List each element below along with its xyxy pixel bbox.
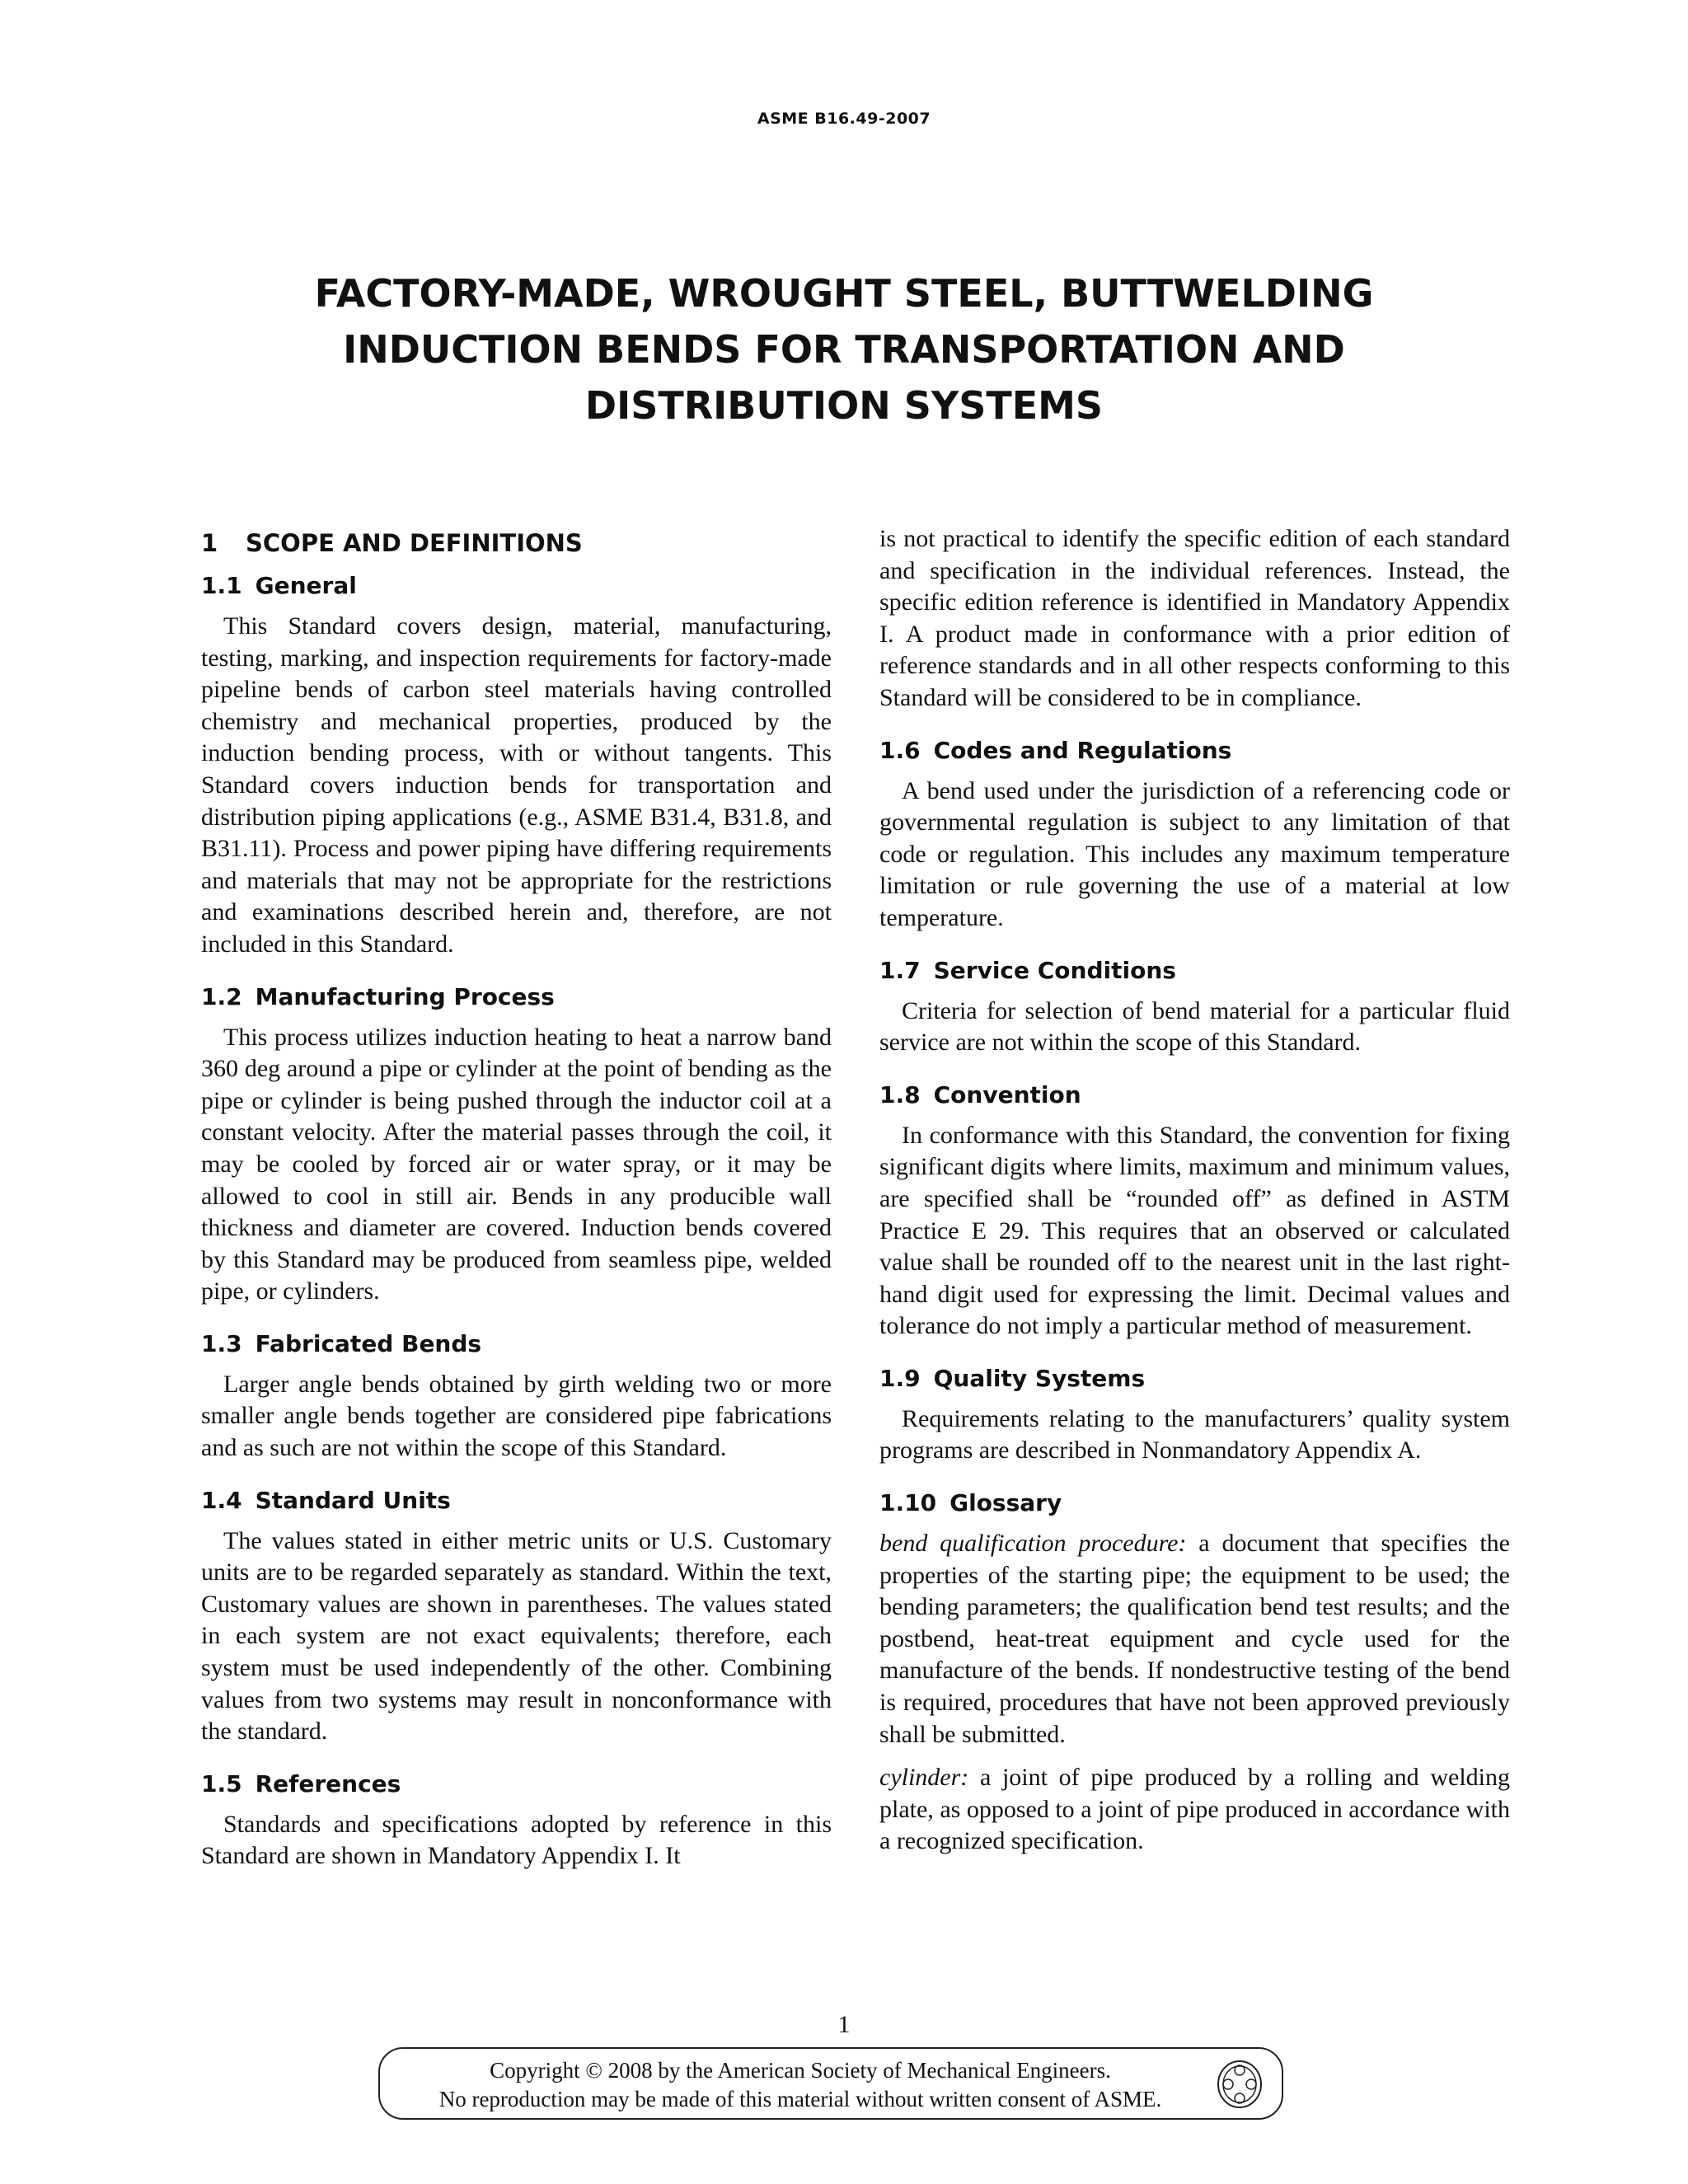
copyright-notice — [378, 2047, 1283, 2120]
subsection-heading-standard-units: 1.4 Standard Units — [201, 1486, 451, 1514]
references-paragraph-continued: is not practical to identify the specific edition of each standard and specification in the individual references. Instead, the specific edition reference is identified in Mandatory Appendix I. A product made in conformance with a prior edition of reference standards and in all other respects conforming to this Standard will be considered to be in compliance. — [879, 525, 1510, 711]
left-column — [201, 523, 832, 1872]
subsection-heading-references: 1.5 References — [201, 1769, 401, 1797]
section-title: SCOPE AND DEFINITIONS — [246, 529, 583, 557]
general-paragraph: This Standard covers design, material, manufacturing, testing, marking, and inspection requirements for factory-made pipeline bends of carbon steel materials having controlled chemistry and mechanical properties, produced by the induction bending process, with or without tangents. This Standard covers induction bends for transportation and distribution piping applications (e.g., ASME B31.4, B31.8, and B31.11). Process and power piping have differing requirements and materials that may not be appropriate for the restrictions and examinations described herein and, therefore, are not included in this Standard. — [201, 612, 832, 958]
glossary-definition-text: a joint of pipe produced by a rolling and welding plate, as opposed to a joint of pipe produced in accordance with a recognized specification. — [879, 1764, 1510, 1855]
subsection-heading-convention: 1.8 Convention — [879, 1080, 1081, 1108]
references-paragraph: Standards and specifications adopted by reference in this Standard are shown in Mandatory Appendix I. It — [201, 1810, 832, 1870]
glossary-definition — [879, 1528, 1510, 1750]
glossary-definition — [879, 1762, 1510, 1858]
manufacturing-process-paragraph: This process utilizes induction heating to heat a narrow band 360 deg around a pipe or cylinder at the point of bending as the pipe or cylinder is being pushed through the inductor coil at a constant velocity. After the material passes through the coil, it may be cooled by forced air or water spray, or it may be allowed to cool in still air. Bends in any producible wall thickness and diameter are covered. Induction bends covered by this Standard may be produced from seamless pipe, welded pipe, or cylinders. — [201, 1023, 832, 1305]
subsection-heading-glossary: 1.10 Glossary — [879, 1489, 1062, 1517]
copyright-line: Copyright © 2008 by the American Society of Mechanical Engineers. — [490, 2058, 1111, 2083]
fabricated-bends-paragraph: Larger angle bends obtained by girth welding two or more smaller angle bends together are considered pipe fabrications and as such are not within the scope of this Standard. — [201, 1370, 832, 1462]
subsection-heading-codes-regulations: 1.6 Codes and Regulations — [879, 736, 1232, 764]
section-heading — [201, 527, 832, 560]
standard-units-paragraph: The values stated in either metric units or U.S. Customary units are to be regarded separately as standard. Within the text, Customary values are shown in parentheses. The values stated in each system are not exact equivalents; therefore, each system must be used independently of the other. Combining values from two systems may result in nonconformance with the standard. — [201, 1526, 832, 1746]
subsection-heading-service-conditions: 1.7 Service Conditions — [879, 956, 1176, 984]
glossary-term: bend qualification procedure: — [879, 1530, 1187, 1558]
subsection-heading-fabricated-bends: 1.3 Fabricated Bends — [201, 1329, 482, 1357]
asme-seal-icon — [1216, 2059, 1264, 2110]
service-conditions-paragraph: Criteria for selection of bend material for a particular fluid service are not within the scope of this Standard. — [879, 996, 1510, 1057]
title-line: FACTORY-MADE, WROUGHT STEEL, BUTTWELDING — [314, 271, 1374, 316]
quality-systems-paragraph: Requirements relating to the manufacturers’ quality system programs are described in Nonmandatory Appendix A. — [879, 1404, 1510, 1465]
title-line: DISTRIBUTION SYSTEMS — [584, 383, 1104, 428]
reproduction-notice: No reproduction may be made of this material without written consent of ASME. — [438, 2087, 1162, 2111]
glossary-definition-text: a document that specifies the properties of the starting pipe; the equipment to be used; the bending parameters; the qualification bend test results; and the postbend, heat-treat equipment and cycle used for the manufacture of the bends. If nondestructive testing of the bend is required, procedures that have not been approved previously shall be submitted. — [879, 1530, 1510, 1748]
page-number: 1 — [837, 2011, 851, 2038]
convention-paragraph: In conformance with this Standard, the convention for fixing significant digits where limits, maximum and minimum values, are specified shall be “rounded off” as defined in ASTM Practice E 29. This requires that an observed or calculated value shall be rounded off to the nearest unit in the last right-hand digit used for expressing the limit. Decimal values and tolerance do not imply a particular method of measurement. — [879, 1121, 1510, 1340]
document-title — [0, 265, 1688, 434]
running-header: ASME B16.49-2007 — [757, 110, 931, 128]
subsection-heading-quality-systems: 1.9 Quality Systems — [879, 1364, 1146, 1392]
codes-regulations-paragraph: A bend used under the jurisdiction of a referencing code or governmental regulation is subject to any limitation of that code or regulation. This includes any maximum temperature limitation or rule governing the use of a material at low temperature. — [879, 776, 1510, 931]
right-column — [879, 523, 1510, 1869]
subsection-heading-manufacturing-process: 1.2 Manufacturing Process — [201, 982, 555, 1010]
glossary-term: cylinder: — [879, 1764, 969, 1792]
section-number: 1 — [201, 529, 218, 557]
title-line: INDUCTION BENDS FOR TRANSPORTATION AND — [343, 327, 1345, 372]
subsection-heading-general: 1.1 General — [201, 572, 357, 599]
